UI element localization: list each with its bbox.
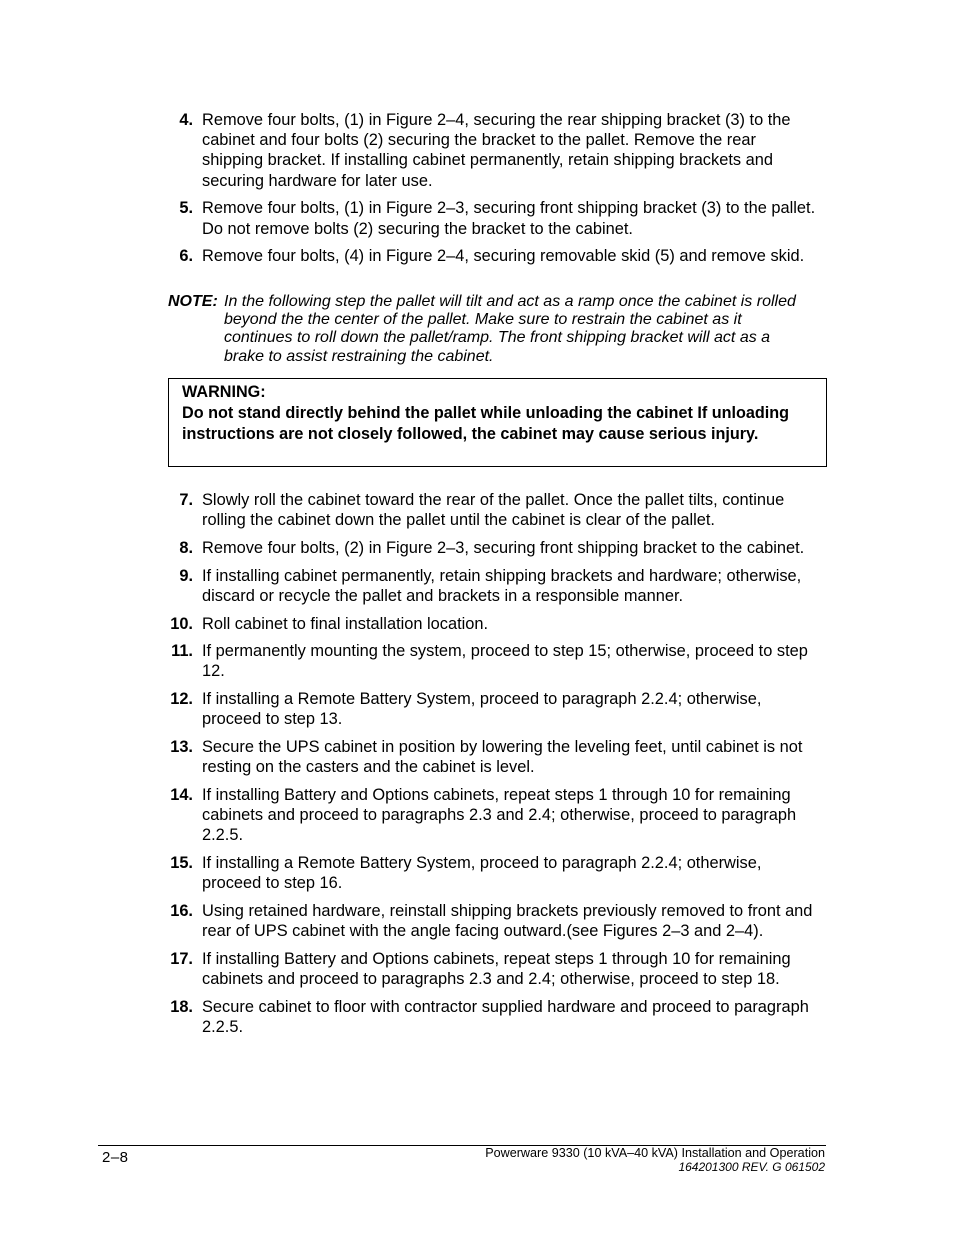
step-text: If permanently mounting the system, proceed to step 15; otherwise, proceed to step 12. xyxy=(202,642,808,681)
step-number: 7. xyxy=(179,491,193,509)
step-text: If installing a Remote Battery System, proceed to paragraph 2.2.4; otherwise, proceed to step 13. xyxy=(202,690,762,729)
step-text: If installing cabinet permanently, retain shipping brackets and hardware; otherwise, discard or recycle the pallet and brackets in a responsible manner. xyxy=(202,566,802,605)
step-number: 15. xyxy=(170,854,193,873)
note-text: In the following step the pallet will tilt and act as a ramp once the cabinet is rolled beyond the the center of the pallet. Make sure to restrain the cabinet as it continues to roll down the pallet/ramp. The front shipping bracket will act as a brake to assist restraining the cabinet. xyxy=(224,293,796,365)
step-list-after-warning xyxy=(168,490,818,1045)
step-text: Remove four bolts, (4) in Figure 2–4, securing removable skid (5) and remove skid. xyxy=(202,247,805,266)
warning-title: WARNING: xyxy=(182,383,266,401)
step-item xyxy=(168,901,818,941)
step-text: Remove four bolts, (1) in Figure 2–3, securing front shipping bracket (3) to the pallet. Do not remove bolts (2) securing the bracket to the cabinet. xyxy=(202,199,816,238)
step-item xyxy=(168,538,818,558)
step-text: Roll cabinet to final installation location. xyxy=(202,614,489,633)
step-item xyxy=(168,566,818,606)
step-item xyxy=(168,641,818,681)
step-item xyxy=(168,949,818,989)
step-text: Slowly roll the cabinet toward the rear of the pallet. Once the pallet tilts, continue rolling the cabinet down the pallet until the cabinet is clear of the pallet. xyxy=(202,491,785,530)
document-title: Powerware 9330 (10 kVA–40 kVA) Installation and Operation xyxy=(485,1146,825,1160)
step-number: 4. xyxy=(179,111,193,129)
step-number: 9. xyxy=(179,566,193,585)
step-number: 13. xyxy=(170,738,193,757)
step-list-before-note xyxy=(168,110,818,274)
step-item xyxy=(168,614,818,634)
step-number: 5. xyxy=(179,199,193,218)
warning-text: Do not stand directly behind the pallet while unloading the cabinet If unloading instructions are not closely followed, the cabinet may cause serious injury. xyxy=(182,404,790,443)
step-item xyxy=(168,997,818,1037)
step-number: 10. xyxy=(170,614,193,633)
step-text: Remove four bolts, (2) in Figure 2–3, securing front shipping bracket to the cabinet. xyxy=(202,538,805,557)
step-number: 12. xyxy=(170,690,193,709)
warning-box xyxy=(168,378,827,467)
note-block xyxy=(168,293,808,366)
step-text: If installing Battery and Options cabinets, repeat steps 1 through 10 for remaining cabinets and proceed to paragraphs 2.3 and 2.4; otherwise, proceed to paragraph 2.2.5. xyxy=(202,785,797,845)
step-number: 16. xyxy=(170,901,193,920)
step-item xyxy=(168,246,818,266)
step-text: Using retained hardware, reinstall shipping brackets previously removed to front and rear of UPS cabinet with the angle facing outward.(see Figures 2–3 and 2–4). xyxy=(202,901,813,941)
step-number: 14. xyxy=(170,785,193,804)
step-item xyxy=(168,198,818,238)
page-number: 2–8 xyxy=(102,1149,129,1166)
step-item xyxy=(168,853,818,893)
step-text: Secure the UPS cabinet in position by lowering the leveling feet, until cabinet is not resting on the casters and the cabinet is level. xyxy=(202,738,803,777)
note-label: NOTE: xyxy=(168,293,218,310)
step-item xyxy=(168,737,818,777)
step-text: If installing a Remote Battery System, proceed to paragraph 2.2.4; otherwise, proceed to step 16. xyxy=(202,854,762,893)
step-number: 8. xyxy=(179,538,193,557)
step-text: Secure cabinet to floor with contractor supplied hardware and proceed to paragraph 2.2.5. xyxy=(202,997,809,1036)
step-item xyxy=(168,785,818,846)
step-number: 6. xyxy=(179,247,193,266)
step-item xyxy=(168,689,818,729)
step-text: If installing Battery and Options cabinets, repeat steps 1 through 10 for remaining cabinets and proceed to paragraphs 2.3 and 2.4; otherwise, proceed to step 18. xyxy=(202,949,791,989)
step-number: 18. xyxy=(170,997,193,1016)
step-text: Remove four bolts, (1) in Figure 2–4, securing the rear shipping bracket (3) to the cabinet and four bolts (2) securing the bracket to the pallet. Remove the rear shipping bracket. If installing cabinet permanently, retain shipping brackets and securing hardware for later use. xyxy=(202,111,791,190)
step-item xyxy=(168,110,818,191)
step-item xyxy=(168,490,818,530)
step-number: 11. xyxy=(171,642,193,661)
document-revision: 164201300 REV. G 061502 xyxy=(678,1160,825,1174)
step-number: 17. xyxy=(170,949,193,968)
